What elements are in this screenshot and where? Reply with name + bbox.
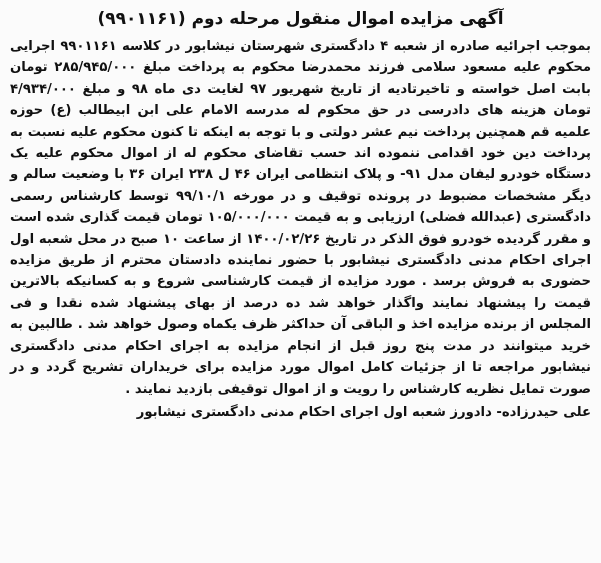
notice-body: بموجب اجرائیه صادره از شعبه ۴ دادگستری شهرستان نیشابور در کلاسه ۹۹۰۱۱۶۱ اجرایی محکوم علیه مسعود سلامی فرزند محمدرضا محکوم به پرداخت مبلغ ۲۸۵/۹۴۵/۰۰۰ تومان بابت اصل خواسته و تاخیرتادیه از تاریخ شهریور ۹۷ لغایت دی ماه ۹۸ و مبلغ ۴/۹۳۴/۰۰۰ تومان هزینه های دادرسی در حق محکوم له مدرسه الامام علی ابن ابیطالب (ع) حوزه علمیه قم همچنین پرداخت نیم عشر دولتی و با توجه به اینکه تا کنون محکوم علیه نسبت به پرداخت دین خود اقدامی ننموده اند حسب تقاضای محکوم له از اموال محکوم علیه یک دستگاه خودرو لیفان مدل ۹۱- و پلاک انتظامی ایران ۴۶ ل ۲۳۸ ایران ۳۶ با وضعیت سالم و دیگر مشخصات مضبوط در پرونده توقیف و در مورخه ۹۹/۱۰/۱ توسط کارشناس رسمی دادگستری (عبدالله فضلی) ارزیابی و به قیمت ۱۰۵/۰۰۰/۰۰۰ تومان قیمت گذاری شده است و مقرر گردیده خودرو فوق الذکر در تاریخ ۱۴۰۰/۰۲/۲۶ از ساعت ۱۰ صبح در محل شعبه اول اجرای احکام مدنی دادگستری نیشابور با حضور نماینده دادستان محترم از طریق مزایده حضوری به فروش برسد . مورد مزایده از قیمت کارشناسی شروع و به کسانیکه بالاترین قیمت را پیشنهاد نمایند واگذار خواهد شد ده درصد از بهای پیشنهاد شده نقدا و فی المجلس از برنده مزایده اخذ و الباقی آن حداکثر ظرف یکماه وصول خواهد شد . طالبین به خرید میتوانند در مدت پنج روز قبل از انجام مزایده به اجرای احکام مدنی دادگستری نیشابور مراجعه تا از جزئیات کامل اموال مورد مزایده برای خریداران تشریح گردد و در صورت تمایل نظریه کارشناس را رویت و از اموال توقیفی بازدید نمایند .	[10, 39, 592, 397]
notice-title: آگهی مزایده اموال منقول مرحله دوم (۹۹۰۱۱۶۱)	[97, 9, 504, 29]
notice-signature: علی حیدرزاده- دادورز شعبه اول اجرای احکام مدنی دادگستری نیشابور	[136, 404, 591, 420]
